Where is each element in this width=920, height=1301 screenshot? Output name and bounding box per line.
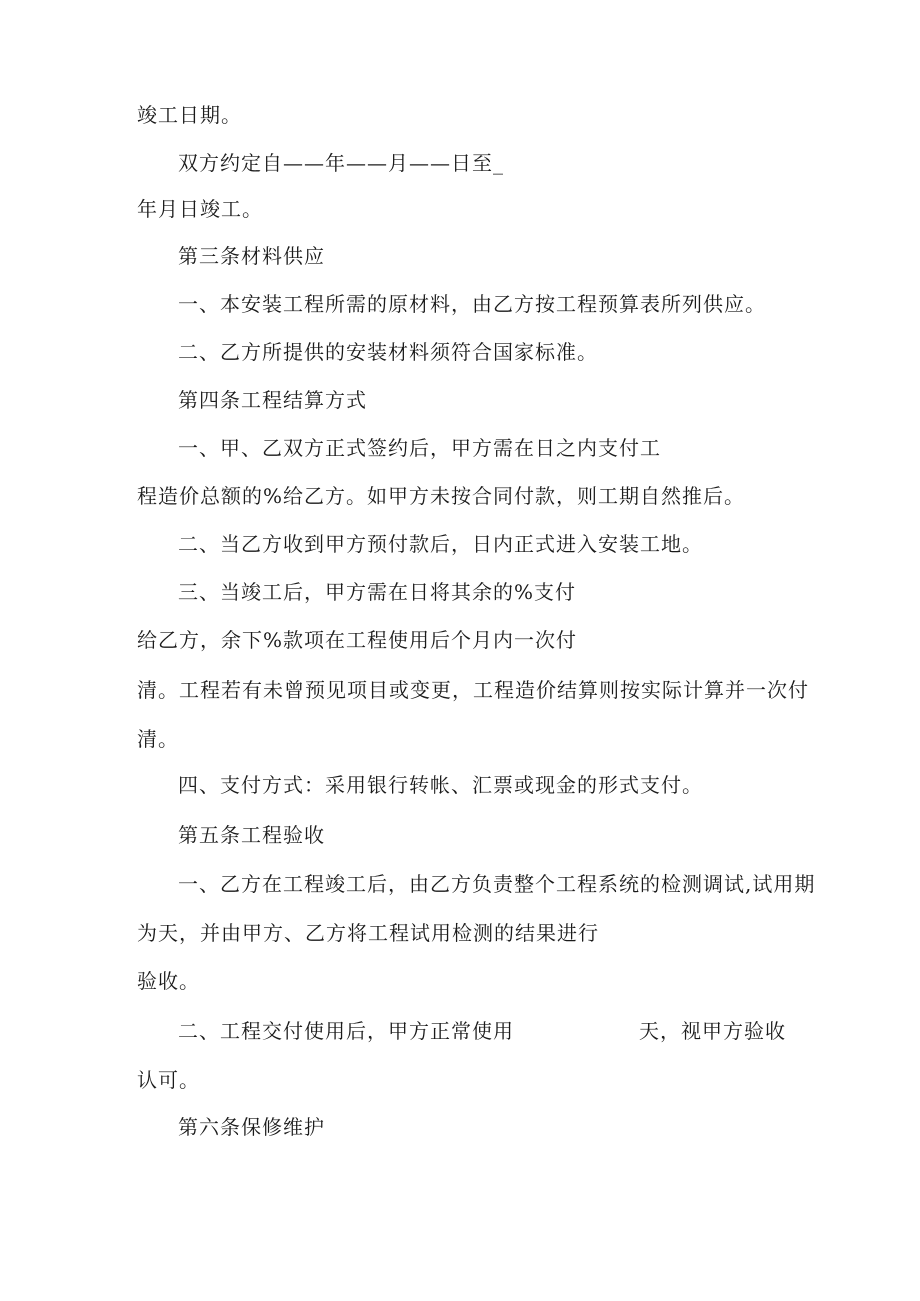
paragraph-line: 为天，并由甲方、乙方将工程试用检测的结果进行 [137,921,599,945]
paragraph-segment: 天，视甲方验收 [639,1019,786,1043]
section-heading: 第三条材料供应 [178,244,325,268]
paragraph-line: 年月日竣工。 [137,197,263,221]
paragraph-line: 验收。 [137,969,200,993]
paragraph-line: 清。 [137,727,179,751]
paragraph-line: 清。工程若有未曾预见项目或变更，工程造价结算则按实际计算并一次付 [137,678,809,702]
paragraph-line: 一、本安装工程所需的原材料，由乙方按工程预算表所列供应。 [178,292,766,316]
paragraph-line: 二、乙方所提供的安装材料须符合国家标准。 [178,340,598,364]
section-heading: 第六条保修维护 [178,1115,325,1139]
paragraph-line [178,1019,786,1043]
paragraph-line: 一、甲、乙双方正式签约后，甲方需在日之内支付工 [178,436,661,460]
section-heading: 第五条工程验收 [178,823,325,847]
paragraph-line: 一、乙方在工程竣工后，由乙方负责整个工程系统的检测调试,试用期 [178,872,816,896]
paragraph-line: 双方约定自——年——月——日至_ [178,151,504,175]
section-heading: 第四条工程结算方式 [178,388,367,412]
paragraph-line: 程造价总额的%给乙方。如甲方未按合同付款，则工期自然推后。 [137,484,746,508]
paragraph-line: 四、支付方式：采用银行转帐、汇票或现金的形式支付。 [178,773,703,797]
paragraph-line: 三、当竣工后，甲方需在日将其余的%支付 [178,580,577,604]
paragraph-segment: 二、工程交付使用后，甲方正常使用 [178,1019,514,1043]
paragraph-line: 二、当乙方收到甲方预付款后，日内正式进入安装工地。 [178,532,703,556]
paragraph-line: 给乙方，余下%款项在工程使用后个月内一次付 [137,628,578,652]
paragraph-line: 竣工日期。 [137,103,242,127]
paragraph-line: 认可。 [137,1068,200,1092]
